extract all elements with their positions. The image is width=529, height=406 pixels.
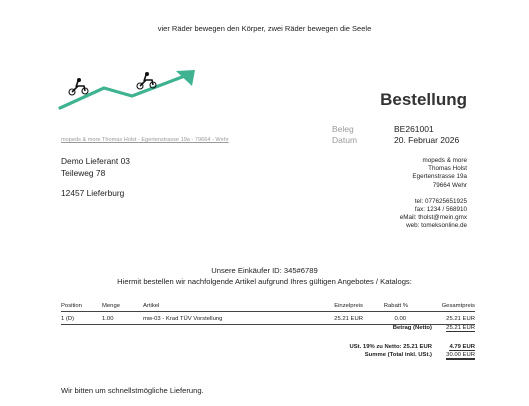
ust-value: 4.79 EUR <box>449 343 475 350</box>
netto-value: 25.21 EUR <box>446 325 475 331</box>
order-table <box>61 302 475 360</box>
netto-label: Betrag (Netto) <box>392 325 432 331</box>
summe-value: 30.00 EUR <box>446 352 475 358</box>
beleg-value: BE261001 <box>394 124 434 134</box>
header-rabatt: Rabatt % <box>383 303 408 309</box>
datum-label: Datum <box>332 135 358 145</box>
beleg-label: Beleg <box>332 124 354 134</box>
cell-position: 1 (D) <box>61 316 75 322</box>
header-gesamtpreis: Gesamtpreis <box>441 303 475 309</box>
cell-einzelpreis: 25.21 EUR <box>334 316 363 322</box>
cell-artikel: mw-03 - Krad TÜV Vorstellung <box>143 316 223 322</box>
company-web: web: tomeksonline.de <box>406 222 467 230</box>
document-meta <box>332 124 459 146</box>
cell-rabatt: 0.00 <box>394 316 406 322</box>
order-intro-text: Hiermit bestellen wir nachfolgende Artikel aufgrund Ihres gültigen Angebotes / Katalogs: <box>117 276 412 286</box>
motto-text: vier Räder bewegen den Körper, zwei Räder bewegen die Seele <box>157 24 372 33</box>
company-city: 79664 Wehr <box>432 181 467 189</box>
recipient-name: Demo Lieferant 03 <box>61 156 130 166</box>
sender-return-line: mopeds & more Thomas Holst - Egertenstrasse 19a - 79664 - Wehr <box>61 137 229 143</box>
company-tel: tel: 077625651925 <box>414 197 467 205</box>
datum-value: 20. Februar 2026 <box>394 135 460 145</box>
cell-gesamtpreis: 25.21 EUR <box>446 316 475 322</box>
cell-menge: 1.00 <box>102 316 114 322</box>
netto-row <box>61 324 475 333</box>
recipient-address <box>61 156 130 200</box>
company-street: Egertenstrasse 19a <box>412 173 467 181</box>
header-artikel: Artikel <box>143 303 160 309</box>
company-logo <box>58 64 200 119</box>
header-einzelpreis: Einzelpreis <box>334 303 363 309</box>
company-fax: fax: 1234 / 568910 <box>414 206 467 214</box>
buyer-id: Unsere Einkäufer ID: 345#6789 <box>211 266 318 275</box>
document-title: Bestellung <box>380 90 467 109</box>
table-header <box>61 302 475 312</box>
summe-row <box>61 351 475 360</box>
company-info <box>400 157 467 231</box>
summe-label: Summe (Total inkl. USt.) <box>364 352 432 358</box>
order-intro <box>0 266 529 287</box>
motorcycle-rider-icon <box>69 78 88 95</box>
header-menge: Menge <box>102 303 121 309</box>
company-owner: Thomas Holst <box>428 165 467 173</box>
recipient-city: 12457 Lieferburg <box>61 188 125 199</box>
header-position: Position <box>61 303 82 309</box>
company-name: mopeds & more <box>422 157 467 164</box>
ust-label: USt. 19% zu Netto: 25.21 EUR <box>349 343 432 350</box>
closing-text: Wir bitten um schnellstmögliche Lieferung. <box>61 386 204 395</box>
ust-row <box>61 343 475 352</box>
company-email: eMail: tholst@mein.gmx <box>399 214 467 222</box>
recipient-street: Teileweg 78 <box>61 167 106 178</box>
